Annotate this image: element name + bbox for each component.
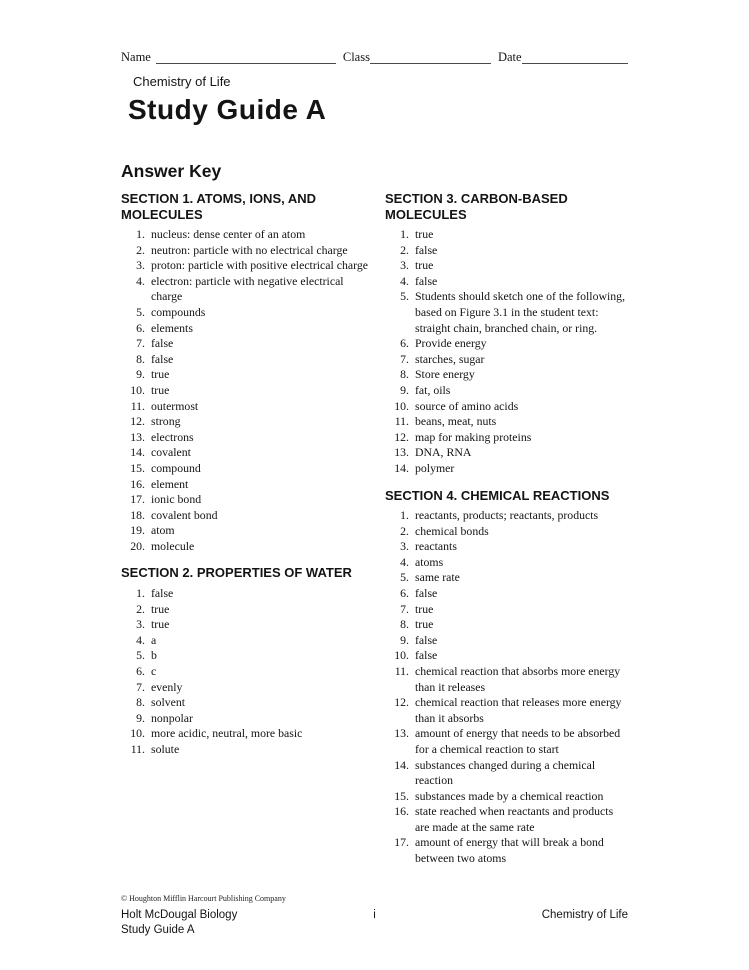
answer-list [385,508,628,867]
answer-number: 13. [130,429,145,444]
answer-item [385,243,628,259]
answer-text: amount of energy that will break a bond between two atoms [415,835,604,866]
answer-number: 3. [136,258,145,273]
answer-item [121,680,371,696]
section-title: SECTION 3. CARBON-BASED MOLECULES [385,191,568,222]
answer-text: electron: particle with negative electrical charge [151,273,344,304]
answer-number: 8. [136,695,145,710]
answer-item [121,383,371,399]
answer-number: 7. [400,601,409,616]
answer-text: covalent bond [151,507,218,522]
answer-text: substances made by a chemical reaction [415,788,604,803]
answer-text: state reached when reactants and products are made at the same rate [415,804,614,834]
answer-number: 4. [400,273,409,288]
answer-text: true [415,601,434,616]
answer-number: 16. [130,476,145,491]
name-blank-line [156,51,336,64]
date-blank-line [522,51,628,64]
answer-text: source of amino acids [415,398,519,413]
answer-number: 1. [136,227,145,241]
answer-item [385,289,628,336]
answer-item [121,430,371,446]
answer-text: DNA, RNA [415,445,472,460]
answer-item [121,477,371,493]
answer-text: compound [151,460,201,475]
answer-item [385,726,628,757]
answer-number: 3. [400,258,409,273]
section-title: SECTION 2. PROPERTIES OF WATER [121,565,352,581]
answer-item [385,508,628,524]
answer-item [385,664,628,695]
answer-item [121,602,371,618]
answer-item [121,664,371,680]
answer-item [121,726,371,742]
answer-text: elements [151,320,193,335]
answer-number: 9. [136,710,145,725]
date-label: Date [497,50,522,64]
answer-item [121,321,371,337]
answer-number: 14. [394,757,409,772]
answer-number: 15. [130,460,145,475]
answer-text: substances changed during a chemical reaction [415,757,596,788]
answer-text: more acidic, neutral, more basic [151,726,303,741]
answer-number: 14. [394,460,409,475]
answer-item [121,399,371,415]
answer-item [121,414,371,430]
answer-item [385,352,628,368]
answer-text: false [415,632,438,647]
answer-number: 5. [400,570,409,585]
answer-text: nonpolar [151,710,193,725]
answer-text: true [415,227,434,241]
answer-item [121,461,371,477]
answer-item [385,555,628,571]
answer-item [121,367,371,383]
answer-number: 5. [136,304,145,319]
answer-text: false [151,336,174,351]
answer-item [121,492,371,508]
answer-number: 2. [136,242,145,257]
answer-number: 17. [394,835,409,850]
answer-section [385,488,628,867]
answer-text: same rate [415,570,460,585]
answer-number: 2. [400,523,409,538]
answer-item [385,336,628,352]
answer-text: true [151,367,170,382]
answer-number: 2. [400,242,409,257]
answer-text: true [151,601,170,616]
answer-text: false [415,585,438,600]
answer-number: 10. [394,648,409,663]
answer-number: 8. [400,367,409,382]
answer-item [121,711,371,727]
answer-number: 9. [136,367,145,382]
answer-number: 9. [400,632,409,647]
answer-number: 18. [130,507,145,522]
answer-number: 10. [130,382,145,397]
answer-text: Store energy [415,367,475,382]
answer-item [121,243,371,259]
answer-item [385,383,628,399]
answer-number: 1. [400,227,409,241]
answer-section [121,191,371,554]
answer-number: 9. [400,382,409,397]
section-title: SECTION 1. ATOMS, IONS, AND MOLECULES [121,191,317,222]
answer-text: chemical reaction that absorbs more energy than it releases [415,663,621,694]
answer-text: electrons [151,429,194,444]
section-title: SECTION 4. CHEMICAL REACTIONS [385,487,610,503]
answer-number: 15. [394,788,409,803]
answer-text: polymer [415,460,455,475]
answer-number: 16. [394,804,409,819]
answer-item [385,414,628,430]
answer-text: true [151,617,170,632]
answer-item [121,617,371,633]
answer-item [121,633,371,649]
answer-text: chemical bonds [415,523,489,538]
answer-text: element [151,476,189,491]
answer-number: 19. [130,523,145,538]
answer-number: 13. [394,726,409,741]
answer-text: Provide energy [415,336,487,351]
answer-key-heading: Answer Key [121,161,222,181]
answer-text: strong [151,414,181,429]
answer-number: 13. [394,445,409,460]
footer-row [121,908,628,938]
answer-item [385,695,628,726]
answer-list [121,227,371,554]
answer-text: neutron: particle with no electrical charge [151,242,348,257]
answer-number: 11. [394,663,409,678]
answer-text: map for making proteins [415,429,532,444]
answer-number: 4. [400,554,409,569]
answer-text: atom [151,523,175,538]
answer-number: 7. [136,336,145,351]
answer-item [121,695,371,711]
answer-number: 1. [400,508,409,522]
answer-list [385,227,628,477]
answer-number: 2. [136,601,145,616]
answer-item [385,586,628,602]
class-label: Class [342,50,370,64]
footer-book-subtitle: Study Guide A [121,924,195,936]
answer-item [121,586,371,602]
answer-number: 12. [394,429,409,444]
answer-text: c [151,663,157,678]
answer-item [385,399,628,415]
answer-text: nucleus: dense center of an atom [151,227,306,241]
footer-book-block [121,908,355,938]
answer-item [121,227,371,243]
answer-item [385,430,628,446]
answer-text: compounds [151,304,206,319]
answer-text: covalent [151,445,191,460]
answer-text: false [415,648,438,663]
answer-item [121,539,371,555]
answer-number: 10. [130,726,145,741]
answer-text: chemical reaction that releases more energy than it absorbs [415,695,622,725]
answer-text: fat, oils [415,382,451,397]
answer-text: false [415,242,438,257]
answer-item [385,274,628,290]
unit-title: Chemistry of Life [133,74,231,89]
answer-item [121,274,371,305]
answer-number: 11. [130,398,145,413]
name-class-date-row [121,50,628,64]
answer-text: ionic bond [151,492,202,507]
answer-item [385,445,628,461]
answer-text: true [415,617,434,632]
answer-number: 12. [130,414,145,429]
answer-number: 5. [136,648,145,663]
answer-text: false [151,585,174,600]
answer-text: evenly [151,679,183,694]
answer-item [385,789,628,805]
answer-text: a [151,632,157,647]
answer-text: beans, meat, nuts [415,414,497,429]
answer-text: amount of energy that needs to be absorbed for a chemical reaction to start [415,726,621,756]
answer-item [385,633,628,649]
answer-item [385,539,628,555]
answer-text: true [415,258,434,273]
answer-item [385,648,628,664]
answer-item [121,305,371,321]
answer-text: Students should sketch one of the following, based on Figure 3.1 in the student text: straight chain, branched chain, or ring. [415,289,626,335]
answer-text: false [415,273,438,288]
answer-text: starches, sugar [415,351,485,366]
answer-number: 6. [400,336,409,351]
answer-item [121,523,371,539]
answer-item [385,602,628,618]
right-column [385,191,628,867]
page-number: i [373,909,376,921]
answer-number: 20. [130,538,145,553]
answer-item [121,445,371,461]
answer-text: false [151,351,174,366]
answer-item [121,742,371,758]
answer-text: solute [151,741,180,756]
answer-number: 3. [136,617,145,632]
answer-text: proton: particle with positive electrical charge [151,258,368,273]
footer-chapter: Chemistry of Life [541,909,628,921]
answer-number: 3. [400,539,409,554]
answer-number: 5. [400,289,409,304]
footer-book-title: Holt McDougal Biology [121,909,238,921]
answer-text: b [151,648,157,663]
copyright-notice: © Houghton Mifflin Harcourt Publishing Company [121,894,286,903]
answer-number: 7. [400,351,409,366]
answer-item [121,508,371,524]
answer-columns [121,191,628,867]
answer-item [385,227,628,243]
answer-number: 11. [130,741,145,756]
answer-item [121,258,371,274]
page-title: Study Guide A [128,94,327,125]
answer-text: true [151,382,170,397]
answer-number: 1. [136,585,145,600]
answer-section [385,191,628,477]
page-footer [121,894,628,938]
class-blank-line [370,51,491,64]
answer-number: 12. [394,695,409,710]
answer-item [385,835,628,866]
answer-item [121,336,371,352]
answer-number: 4. [136,273,145,288]
answer-item [385,524,628,540]
answer-number: 14. [130,445,145,460]
answer-item [385,258,628,274]
answer-text: outermost [151,398,199,413]
answer-item [121,352,371,368]
answer-text: solvent [151,695,186,710]
answer-number: 11. [394,414,409,429]
answer-text: atoms [415,554,444,569]
answer-item [385,570,628,586]
answer-number: 10. [394,398,409,413]
answer-text: reactants, products; reactants, products [415,508,599,522]
answer-item [385,804,628,835]
answer-item [121,648,371,664]
answer-list [121,586,371,758]
answer-number: 6. [136,320,145,335]
answer-number: 7. [136,679,145,694]
left-column [121,191,371,867]
answer-number: 4. [136,632,145,647]
answer-number: 6. [400,585,409,600]
answer-number: 8. [400,617,409,632]
name-label: Name [121,50,151,64]
answer-item [385,367,628,383]
answer-number: 8. [136,351,145,366]
answer-item [385,758,628,789]
answer-text: molecule [151,538,195,553]
answer-text: reactants [415,539,457,554]
answer-item [385,461,628,477]
answer-section [121,565,371,757]
answer-item [385,617,628,633]
answer-number: 6. [136,663,145,678]
answer-number: 17. [130,492,145,507]
